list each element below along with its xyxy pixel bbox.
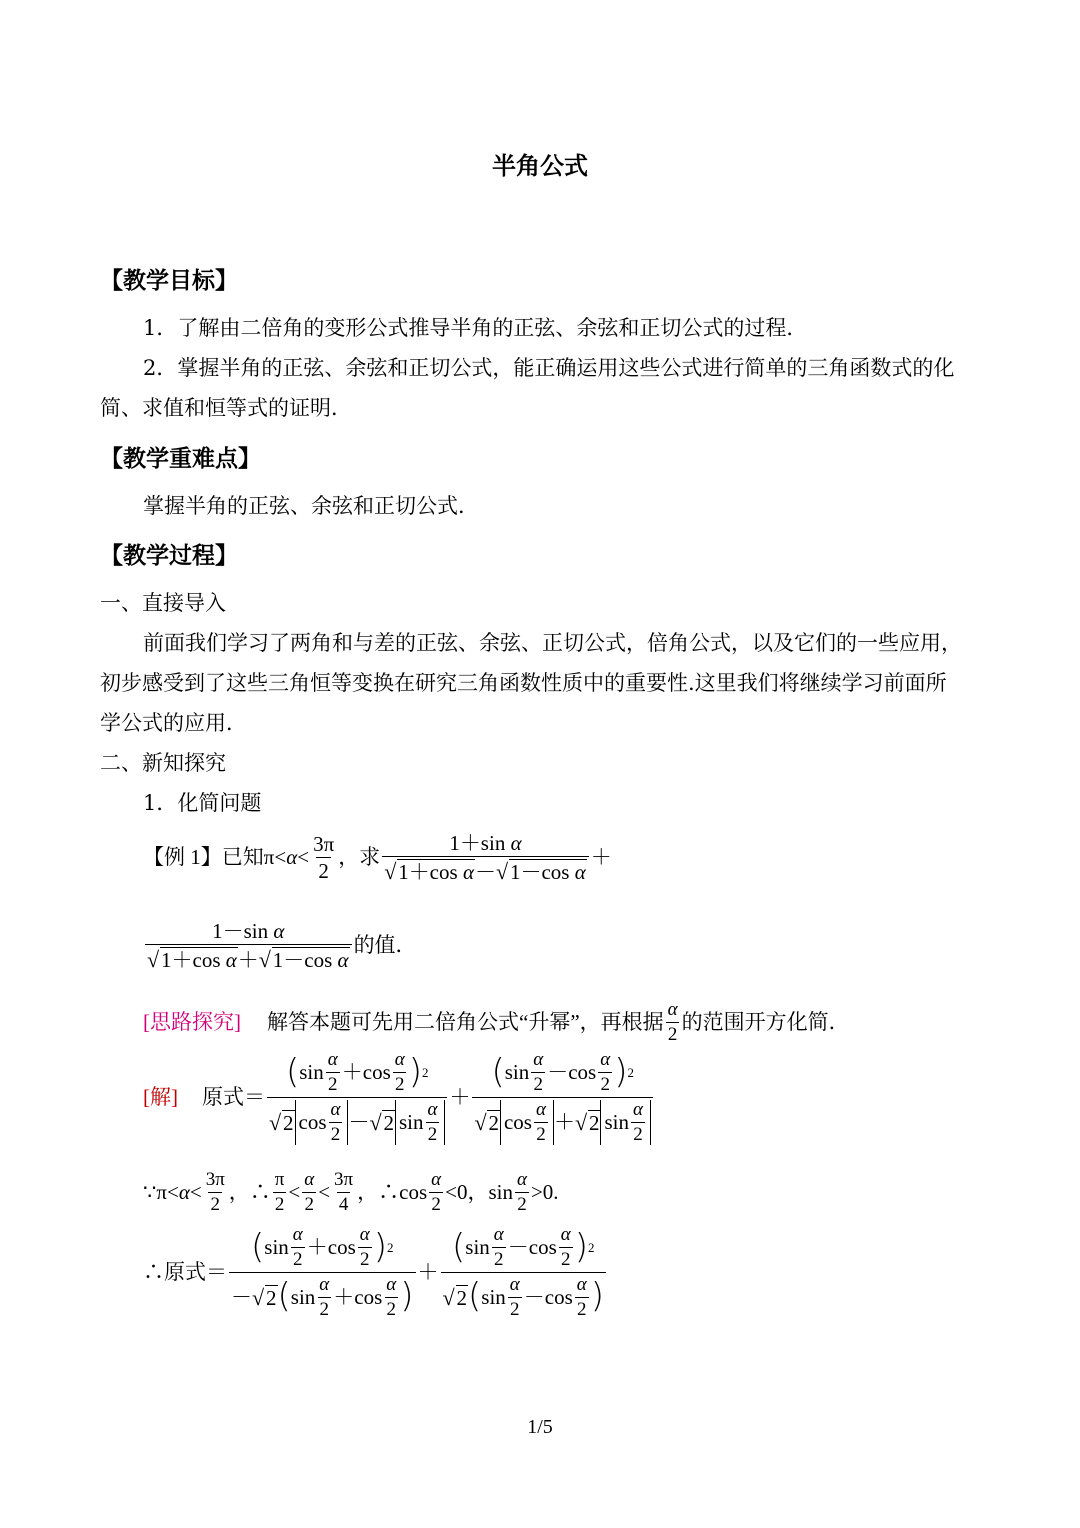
example1-tail: 的值． bbox=[353, 933, 417, 958]
example1-fraction-1: 1＋sin α √ 1＋cos α－√ 1－cos α bbox=[382, 832, 589, 883]
part2-sub1: 1．化简问题 bbox=[143, 791, 262, 815]
part1-line-3: 学公式的应用． bbox=[100, 711, 247, 735]
therefore-fraction-2: ( sin $\frac{\alpha}{2}$ －cos $\frac{\alpha}{2}$ ) 2 √ 2 ( sin $\frac{\alpha}{2}$ －cos $\frac{\alpha}{2}$ ) bbox=[441, 1225, 607, 1320]
section-heading-objectives: 【教学目标】 bbox=[100, 267, 238, 294]
solution-tag: [解] bbox=[143, 1084, 178, 1109]
solution-therefore: ∴原式＝ bbox=[143, 1259, 227, 1284]
example1-condition: π<α< bbox=[263, 845, 310, 870]
part1-line-2: 初步感受到了这些三角恒等变换在研究三角函数性质中的重要性.这里我们将继续学习前面所 bbox=[100, 671, 947, 695]
objective-line-1: 1．了解由二倍角的变形公式推导半角的正弦、余弦和正切公式的过程． bbox=[143, 316, 808, 340]
example1-line-2 bbox=[143, 920, 417, 971]
section-heading-process: 【教学过程】 bbox=[100, 542, 238, 569]
example1-fraction-2: 1－sin α √ 1＋cos α＋√ 1－cos α bbox=[145, 920, 352, 971]
page-title: 半角公式 bbox=[492, 151, 588, 180]
example1-line-1: 【例 1】已知 π<α< $\frac{3\pi}{2}$ ，求 1＋sin α √ 1＋cos α－√ 1－cos α ＋ bbox=[143, 832, 612, 883]
thinking-line bbox=[143, 1000, 850, 1045]
part1-heading: 一、直接导入 bbox=[100, 591, 226, 615]
fraction-3pi-over-2: $\frac{3\pi}{2}$ bbox=[313, 832, 335, 884]
objective-line-3: 简、求值和恒等式的证明． bbox=[100, 396, 352, 420]
part1-line-1: 前面我们学习了两角和与差的正弦、余弦、正切公式，倍角公式，以及它们的一些应用， bbox=[143, 631, 962, 655]
thinking-text-a: 解答本题可先用二倍角公式“升幂”，再根据 bbox=[267, 1009, 664, 1034]
part2-heading: 二、新知探究 bbox=[100, 751, 226, 775]
thinking-tag: [思路探究] bbox=[143, 1009, 241, 1034]
example1-ask: ，求 bbox=[338, 845, 381, 870]
therefore-fraction-1: ( sin $\frac{\alpha}{2}$ ＋cos $\frac{\alpha}{2}$ ) 2 － √ 2 ( sin $\frac{\alpha}{2}$ ＋cos $\frac{\alpha}{2}$ ) bbox=[229, 1225, 416, 1320]
solution-fraction-2: ( sin $\frac{\alpha}{2}$ －cos $\frac{\alpha}{2}$ ) 2 √ 2 cos $\frac{\alpha}{2}$ ＋ √ 2 sin $\frac{\alpha}{2}$ bbox=[472, 1050, 652, 1145]
key-points-text: 掌握半角的正弦、余弦和正切公式． bbox=[143, 494, 479, 518]
objective-line-2: 2．掌握半角的正弦、余弦和正切公式，能正确运用这些公式进行简单的三角函数式的化 bbox=[143, 356, 955, 380]
example1-label: 【例 1】已知 bbox=[143, 845, 264, 870]
fraction-alpha-over-2: $\frac{\alpha}{2}$ bbox=[667, 999, 678, 1045]
therefore-line: ∴原式＝ ( sin $\frac{\alpha}{2}$ ＋cos $\frac{\alpha}{2}$ ) 2 － √ 2 ( sin $\frac{\alpha}{2}$ ＋cos $\frac{\alpha}{2}$ ) ＋ ( sin $\frac{\alpha}{2}$ －cos $\frac{\alpha}{2}$ ) 2 √ 2 ( sin $\frac{\alpha}{2}$ －cos $\frac{\alpha}{2}$ ) bbox=[143, 1225, 608, 1320]
solution-line-1: [解] 原式＝ ( sin $\frac{\alpha}{2}$ ＋cos $\frac{\alpha}{2}$ ) 2 √ 2 cos $\frac{\alpha}{2}$ － √ 2 sin $\frac{\alpha}{2}$ ＋ ( sin $\frac{\alpha}{2}$ －cos $\frac{\alpha}{2}$ ) 2 √ 2 cos $\frac{\alpha}{2}$ ＋ √ 2 sin $\frac{\alpha}{2}$ bbox=[143, 1050, 655, 1145]
solution-lead: 原式＝ bbox=[202, 1084, 265, 1109]
page-number: 1/5 bbox=[527, 1416, 553, 1438]
section-heading-key-points: 【教学重难点】 bbox=[100, 445, 261, 472]
thinking-text-b: 的范围开方化简． bbox=[681, 1009, 850, 1034]
because-line: ∵π<α< $\frac{3\pi}{2}$ ，∴ $\frac{\pi}{2}$ < $\frac{\alpha}{2}$ < $\frac{3\pi}{4}$ ，∴cos $\frac{\alpha}{2}$ <0，sin $\frac{\alpha}{2}$ >0. bbox=[143, 1169, 559, 1215]
solution-fraction-1: ( sin $\frac{\alpha}{2}$ ＋cos $\frac{\alpha}{2}$ ) 2 √ 2 cos $\frac{\alpha}{2}$ － √ 2 sin $\frac{\alpha}{2}$ bbox=[267, 1050, 447, 1145]
